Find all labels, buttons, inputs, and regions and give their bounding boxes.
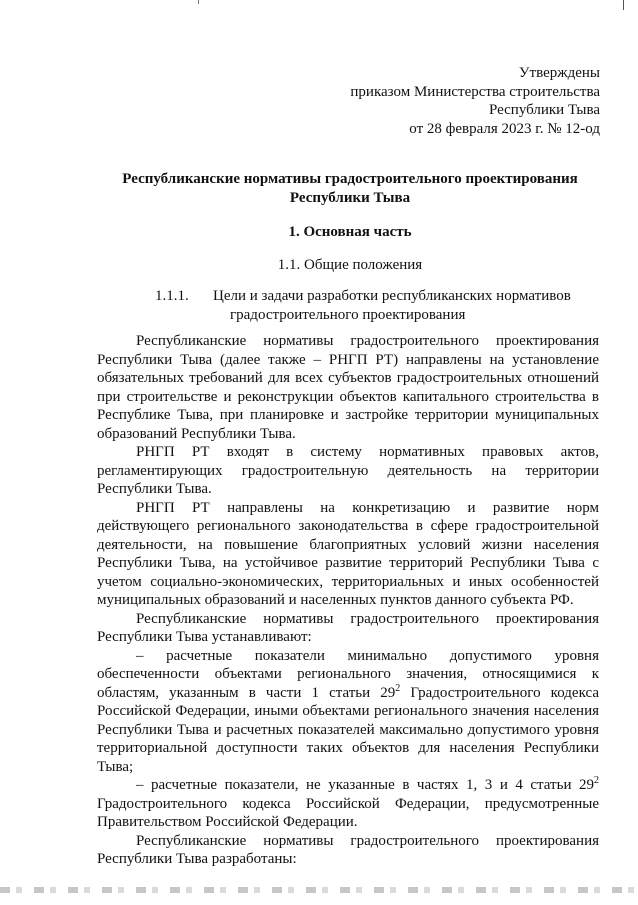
subsubsection-number: 1.1.1. (155, 288, 189, 304)
section-heading: 1. Основная часть (288, 224, 412, 240)
scan-mark-right (623, 0, 624, 10)
scan-edge-strip (0, 887, 638, 893)
document-title (100, 170, 600, 207)
bullet-text: – расчетные показатели, не указанные в частях 1, 3 и 4 статьи 29 (136, 777, 594, 793)
bullet-text: Градостроительного кодекса Российской Федерации, иными объектами регионального значения населения Республики Тыва и расчетных показателей максимально допустимого уровня территориальной доступности таких объектов для населения Республики Тыва; (97, 684, 599, 775)
approval-line: от 28 февраля 2023 г. № 12-од (409, 120, 600, 137)
title-line: Республиканские нормативы градостроительного проектирования (122, 171, 578, 187)
bullet-item (97, 647, 599, 777)
approval-line: Республики Тыва (488, 102, 600, 118)
paragraph: РНГП РТ направлены на конкретизацию и развитие норм действующего регионального законодательства в сфере градостроительной деятельности, на повышение благоприятных условий жизни населения Республики Тыва, на устойчивое развитие территорий Республики Тыва с учетом социально-экономических, территориальных и иных особенностей муниципальных образований и населенных пунктов данного субъекта РФ. (97, 499, 599, 608)
approval-line: Утверждены (518, 65, 600, 81)
title-line: Республики Тыва (289, 189, 411, 206)
superscript: 2 (594, 775, 599, 786)
paragraph: РНГП РТ входят в систему нормативных правовых актов, регламентирующих градостроительную деятельность на территории Республики Тыва. (97, 444, 599, 497)
paragraph: Республиканские нормативы градостроительного проектирования Республики Тыва разработаны: (97, 832, 599, 867)
approval-block (350, 64, 600, 138)
approval-line: приказом Министерства строительства (350, 83, 600, 100)
superscript: 2 (395, 682, 401, 694)
bullet-text: – расчетные показатели минимально допустимого уровня обеспеченности объектами регионального значения, относящимися к областям, указанным в части 1 статьи 29 (97, 647, 599, 701)
bullet-text: Градостроительного кодекса Российской Федерации, предусмотренные Правительством Российской Федерации. (97, 795, 599, 830)
subsection-heading: 1.1. Общие положения (277, 257, 423, 273)
paragraph: Республиканские нормативы градостроительного проектирования Республики Тыва устанавливают: (97, 610, 599, 645)
scan-mark-top (198, 0, 199, 4)
document-body (97, 332, 599, 869)
paragraph: Республиканские нормативы градостроительного проектирования Республики Тыва (далее также – РНГП РТ) направлены на установление обязательных требований для всех субъектов градостроительных отношений при строительстве и реконструкции объектов капитального строительства в Республике Тыва, при планировке и застройке территории муниципальных образований Республики Тыва. (97, 333, 599, 442)
subsubsection-title-line: Цели и задачи разработки республиканских нормативов (213, 288, 571, 304)
subsubsection-title-line: градостроительного проектирования (230, 306, 466, 323)
bullet-item (97, 776, 599, 832)
